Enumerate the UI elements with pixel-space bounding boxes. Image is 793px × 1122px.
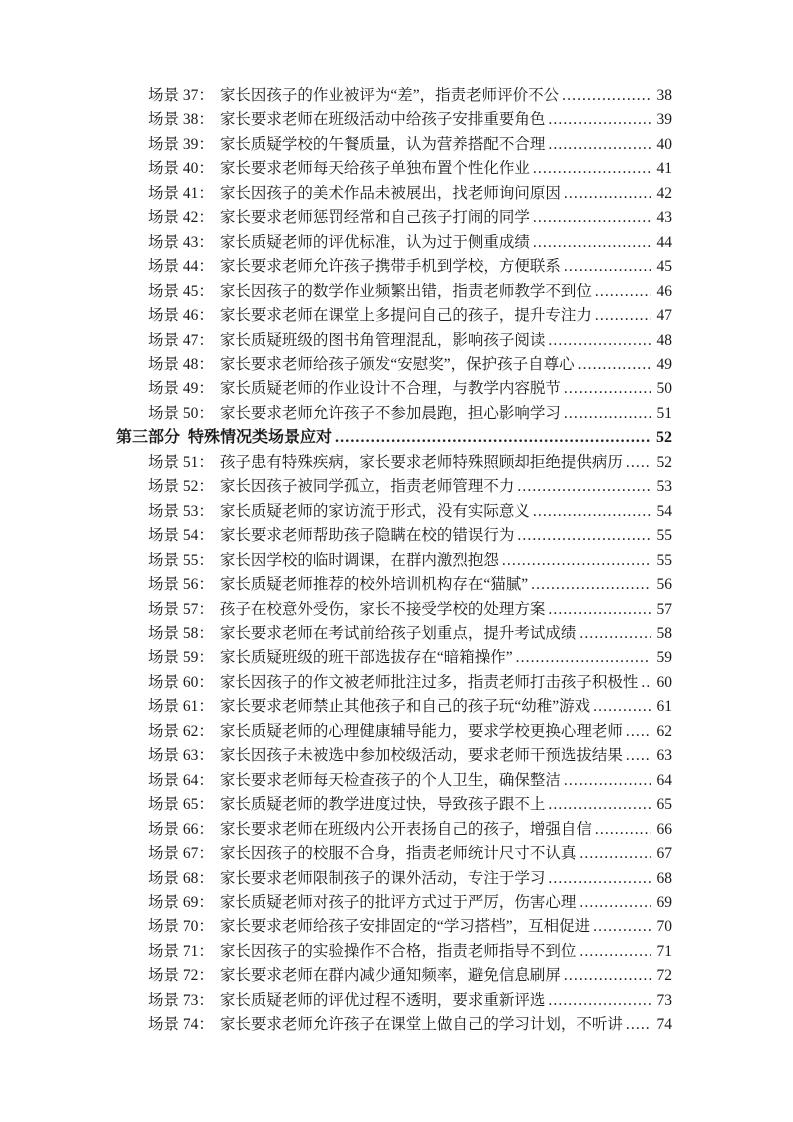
toc-entry-label: 场景 71： (148, 942, 214, 960)
toc-dot-leader (595, 304, 651, 328)
toc-entry-page: 67 (656, 845, 672, 863)
toc-entry-label: 场景 54： (148, 527, 214, 545)
toc-entry-page: 71 (656, 942, 672, 960)
toc-dot-leader (564, 377, 651, 401)
toc-entry-title: 家长要求老师在班级内公开表扬自己的孩子，增强自信 (219, 820, 592, 838)
toc-entry[interactable] (116, 206, 672, 230)
toc-dot-leader (595, 818, 651, 842)
toc-entry[interactable] (116, 231, 672, 255)
toc-entry-label: 场景 56： (148, 576, 214, 594)
toc-entry[interactable] (116, 915, 672, 939)
toc-entry[interactable] (116, 622, 672, 646)
toc-entry[interactable] (116, 353, 672, 377)
toc-entry[interactable] (116, 598, 672, 622)
toc-entry[interactable] (116, 720, 672, 744)
toc-section-header[interactable] (116, 426, 672, 450)
toc-entry-title: 家长要求老师惩罚经常和自己孩子打闹的同学 (219, 209, 530, 227)
toc-entry[interactable] (116, 475, 672, 499)
toc-dot-leader (533, 157, 651, 181)
toc-entry-label: 场景 69： (148, 893, 214, 911)
toc-entry-title: 家长质疑老师的评优过程不透明，要求重新评选 (219, 991, 546, 1009)
toc-dot-leader (533, 500, 651, 524)
toc-entry[interactable] (116, 769, 672, 793)
toc-dot-leader (564, 255, 651, 279)
toc-entry-label: 场景 51： (148, 453, 214, 471)
toc-entry[interactable] (116, 1013, 672, 1037)
toc-entry-title: 家长质疑老师对孩子的批评方式过于严厉，伤害心理 (219, 893, 577, 911)
toc-entry-page: 52 (656, 429, 672, 447)
toc-dot-leader (548, 867, 651, 891)
toc-dot-leader (564, 769, 651, 793)
toc-entry-label: 场景 50： (148, 404, 214, 422)
toc-dot-leader (626, 744, 651, 768)
toc-entry-title: 家长要求老师允许孩子在课堂上做自己的学习计划，不听讲 (219, 1016, 623, 1034)
toc-entry[interactable] (116, 671, 672, 695)
toc-entry-page: 63 (656, 747, 672, 765)
toc-entry[interactable] (116, 524, 672, 548)
toc-entry-title: 家长要求老师每天给孩子单独布置个性化作业 (219, 160, 530, 178)
toc-entry-title: 家长要求老师在课堂上多提问自己的孩子，提升专注力 (219, 307, 592, 325)
toc-entry-title: 家长质疑班级的图书角管理混乱，影响孩子阅读 (219, 331, 546, 349)
toc-entry-page: 40 (656, 135, 672, 153)
toc-entry-label: 场景 63： (148, 747, 214, 765)
toc-entry-page: 53 (656, 478, 672, 496)
toc-dot-leader (548, 598, 651, 622)
toc-entry-label: 场景 49： (148, 380, 214, 398)
toc-entry-title: 家长要求老师限制孩子的课外活动，专注于学习 (219, 869, 546, 887)
toc-dot-leader (564, 402, 651, 426)
toc-dot-leader (564, 182, 651, 206)
toc-entry-title: 家长因孩子的美术作品未被展出，找老师询问原因 (219, 184, 561, 202)
toc-dot-leader (502, 549, 651, 573)
toc-entry-title: 家长因学校的临时调课，在群内激烈抱怨 (219, 551, 499, 569)
toc-entry[interactable] (116, 329, 672, 353)
toc-entry-page: 69 (656, 893, 672, 911)
toc-dot-leader (335, 426, 651, 450)
toc-entry[interactable] (116, 646, 672, 670)
toc-entry[interactable] (116, 255, 672, 279)
toc-dot-leader (578, 353, 651, 377)
toc-entry-page: 56 (656, 576, 672, 594)
toc-entry-label: 场景 62： (148, 722, 214, 740)
toc-entry-label: 场景 47： (148, 331, 214, 349)
toc-entry-title: 家长要求老师允许孩子携带手机到学校，方便联系 (219, 258, 561, 276)
toc-entry-label: 场景 74： (148, 1016, 214, 1034)
toc-dot-leader (641, 671, 651, 695)
toc-entry-title: 家长质疑老师推荐的校外培训机构存在“猫腻” (219, 576, 529, 594)
toc-entry-page: 54 (656, 502, 672, 520)
toc-entry-page: 52 (656, 453, 672, 471)
toc-entry-label: 场景 53： (148, 502, 214, 520)
toc-entry-label: 场景 73： (148, 991, 214, 1009)
toc-entry-label: 场景 72： (148, 967, 214, 985)
toc-dot-leader (548, 133, 651, 157)
toc-dot-leader (548, 989, 651, 1013)
toc-entry-page: 68 (656, 869, 672, 887)
toc-entry-label: 场景 58： (148, 624, 214, 642)
toc-entry[interactable] (116, 818, 672, 842)
toc-entry[interactable] (116, 304, 672, 328)
toc-dot-leader (548, 793, 651, 817)
toc-entry-label: 场景 43： (148, 233, 214, 251)
toc-entry[interactable] (116, 842, 672, 866)
toc-entry-page: 57 (656, 600, 672, 618)
toc-entry-page: 38 (656, 87, 672, 104)
toc-entry[interactable] (116, 744, 672, 768)
toc-entry-title: 家长要求老师在班级活动中给孩子安排重要角色 (219, 111, 546, 129)
toc-entry-page: 55 (656, 527, 672, 545)
toc-dot-leader (579, 842, 651, 866)
toc-dot-leader (517, 524, 651, 548)
toc-dot-leader (593, 915, 651, 939)
toc-entry-title: 家长因孩子的作业被评为“差”，指责老师评价不公 (219, 87, 560, 104)
toc-entry[interactable] (116, 500, 672, 524)
toc-entry-title: 家长质疑老师的家访流于形式，没有实际意义 (219, 502, 530, 520)
toc-entry-page: 43 (656, 209, 672, 227)
toc-entry-page: 66 (656, 820, 672, 838)
toc-dot-leader (548, 329, 651, 353)
toc-entry-label: 第三部分 (116, 429, 181, 447)
toc-entry-title: 家长因孩子的数学作业频繁出错，指责老师教学不到位 (219, 282, 592, 300)
toc-entry-label: 场景 46： (148, 307, 214, 325)
toc-entry-title: 特殊情况类场景应对 (188, 429, 333, 447)
toc-entry-page: 42 (656, 184, 672, 202)
toc-entry-page: 47 (656, 307, 672, 325)
toc-entry[interactable] (116, 182, 672, 206)
toc-entry-label: 场景 67： (148, 845, 214, 863)
toc-entry-label: 场景 61： (148, 698, 214, 716)
toc-entry-title: 家长要求老师给孩子安排固定的“学习搭档”，互相促进 (219, 918, 591, 936)
toc-entry-title: 家长因孩子的作文被老师批注过多，指责老师打击孩子积极性 (219, 673, 639, 691)
toc-entry-title: 家长质疑老师的评优标准，认为过于侧重成绩 (219, 233, 530, 251)
toc-dot-leader (533, 231, 651, 255)
toc-entry[interactable] (116, 108, 672, 132)
toc-entry-page: 46 (656, 282, 672, 300)
toc-dot-leader (579, 891, 651, 915)
toc-entry-title: 家长要求老师帮助孩子隐瞒在校的错误行为 (219, 527, 515, 545)
toc-entry-label: 场景 40： (148, 160, 214, 178)
toc-entry-page: 59 (656, 649, 672, 667)
toc-entry-label: 场景 44： (148, 258, 214, 276)
toc-dot-leader (548, 108, 651, 132)
toc-entry-label: 场景 38： (148, 111, 214, 129)
toc-entry-page: 60 (656, 673, 672, 691)
toc-entry-title: 家长质疑老师的教学进度过快，导致孩子跟不上 (219, 796, 546, 814)
toc-entry-title: 孩子患有特殊疾病，家长要求老师特殊照顾却拒绝提供病历 (219, 453, 623, 471)
toc-entry-title: 家长因孩子的实验操作不合格，指责老师指导不到位 (219, 942, 577, 960)
toc-entry[interactable] (116, 573, 672, 597)
toc-entry-page: 48 (656, 331, 672, 349)
toc-entry[interactable] (116, 549, 672, 573)
toc-entry-label: 场景 60： (148, 673, 214, 691)
toc-entry[interactable] (116, 793, 672, 817)
toc-entry-title: 家长因孩子未被选中参加校级活动，要求老师干预选拔结果 (219, 747, 623, 765)
toc-dot-leader (533, 206, 651, 230)
toc-entry[interactable] (116, 989, 672, 1013)
toc-entry[interactable] (116, 402, 672, 426)
toc-entry-title: 家长要求老师禁止其他孩子和自己的孩子玩“幼稚”游戏 (219, 698, 591, 716)
toc-entry-label: 场景 59： (148, 649, 214, 667)
toc-dot-leader (562, 84, 651, 108)
toc-entry-page: 41 (656, 160, 672, 178)
toc-entry[interactable] (116, 891, 672, 915)
toc-entry-title: 家长质疑班级的班干部选拔存在“暗箱操作” (219, 649, 513, 667)
toc-entry-page: 44 (656, 233, 672, 251)
toc-dot-leader (579, 622, 651, 646)
toc-entry[interactable] (116, 867, 672, 891)
toc-entry-page: 61 (656, 698, 672, 716)
toc-entry[interactable] (116, 451, 672, 475)
toc-entry-label: 场景 57： (148, 600, 214, 618)
toc-dot-leader (516, 646, 651, 670)
toc-entry-page: 74 (656, 1016, 672, 1034)
toc-entry[interactable] (116, 84, 672, 108)
toc-entry[interactable] (116, 964, 672, 988)
toc-entry-title: 家长要求老师给孩子颁发“安慰奖”，保护孩子自尊心 (219, 355, 575, 373)
toc-entry-title: 家长要求老师允许孩子不参加晨跑，担心影响学习 (219, 404, 561, 422)
toc-entry-page: 72 (656, 967, 672, 985)
toc-entry-label: 场景 65： (148, 796, 214, 814)
toc-entry-title: 家长质疑学校的午餐质量，认为营养搭配不合理 (219, 135, 546, 153)
toc-entry-page: 45 (656, 258, 672, 276)
toc-entry-page: 62 (656, 722, 672, 740)
toc-entry-page: 65 (656, 796, 672, 814)
toc-entry-label: 场景 55： (148, 551, 214, 569)
toc-entry-page: 51 (656, 404, 672, 422)
toc-entry-title: 家长要求老师在群内减少通知频率，避免信息刷屏 (219, 967, 561, 985)
toc-entry-page: 55 (656, 551, 672, 569)
toc-entry-label: 场景 42： (148, 209, 214, 227)
toc-entry-page: 64 (656, 771, 672, 789)
toc-entry[interactable] (116, 133, 672, 157)
toc-entry-title: 家长要求老师每天检查孩子的个人卫生，确保整洁 (219, 771, 561, 789)
toc-entry-label: 场景 41： (148, 184, 214, 202)
toc-dot-leader (595, 280, 651, 304)
toc-dot-leader (531, 573, 651, 597)
toc-dot-leader (593, 695, 651, 719)
toc-entry[interactable] (116, 377, 672, 401)
toc-entry-page: 70 (656, 918, 672, 936)
toc-dot-leader (626, 720, 651, 744)
toc-entry-title: 家长因孩子的校服不合身，指责老师统计尺寸不认真 (219, 845, 577, 863)
toc-entry[interactable] (116, 157, 672, 181)
toc-entry-label: 场景 66： (148, 820, 214, 838)
toc-entry-label: 场景 45： (148, 282, 214, 300)
toc-entry[interactable] (116, 695, 672, 719)
toc-entry-page: 39 (656, 111, 672, 129)
toc-entry-title: 家长因孩子被同学孤立，指责老师管理不力 (219, 478, 515, 496)
toc-entry[interactable] (116, 280, 672, 304)
toc-entry-label: 场景 48： (148, 355, 214, 373)
toc-dot-leader (579, 940, 651, 964)
toc-entry-label: 场景 64： (148, 771, 214, 789)
toc-entry-label: 场景 37： (148, 87, 214, 104)
toc-dot-leader (626, 1013, 651, 1037)
toc-entry-page: 58 (656, 624, 672, 642)
toc-entry-label: 场景 70： (148, 918, 214, 936)
toc-entry-title: 孩子在校意外受伤，家长不接受学校的处理方案 (219, 600, 546, 618)
toc-list (116, 84, 672, 1038)
toc-entry-label: 场景 52： (148, 478, 214, 496)
toc-dot-leader (626, 451, 651, 475)
toc-entry[interactable] (116, 940, 672, 964)
toc-entry-page: 49 (656, 355, 672, 373)
toc-entry-title: 家长质疑老师的心理健康辅导能力，要求学校更换心理老师 (219, 722, 623, 740)
toc-entry-title: 家长要求老师在考试前给孩子划重点，提升考试成绩 (219, 624, 577, 642)
toc-entry-page: 50 (656, 380, 672, 398)
toc-entry-label: 场景 68： (148, 869, 214, 887)
toc-entry-title: 家长质疑老师的作业设计不合理，与教学内容脱节 (219, 380, 561, 398)
toc-entry-page: 73 (656, 991, 672, 1009)
toc-dot-leader (517, 475, 651, 499)
toc-entry-label: 场景 39： (148, 135, 214, 153)
toc-dot-leader (564, 964, 651, 988)
